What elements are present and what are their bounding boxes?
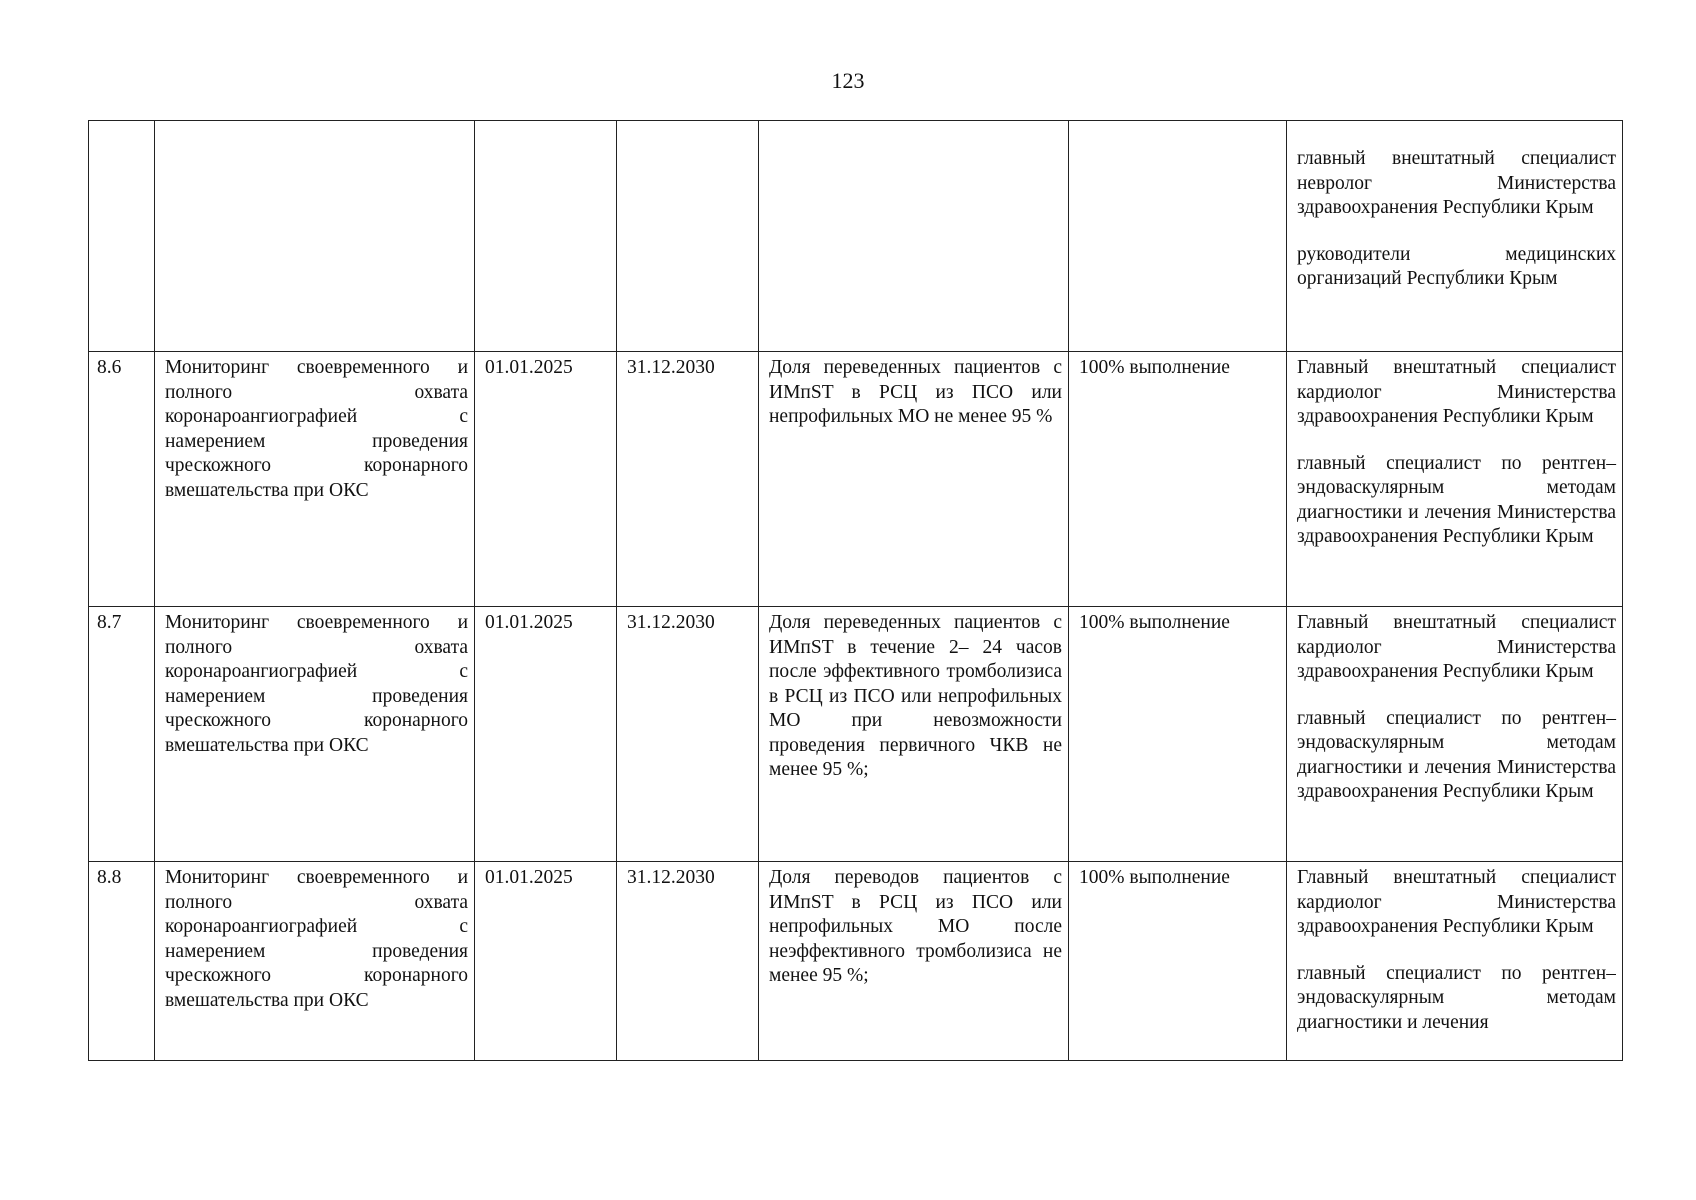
measure-cell: Мониторинг своевременного и полного охвата коронароангиографией с намерением проведения чрескожного коронарного вмешательства при ОКС [155, 607, 475, 862]
responsible-text: Главный внештатный специалист кардиолог Министерства здравоохранения Республики Крым [1297, 357, 1616, 428]
table-row [89, 352, 1623, 607]
responsible-cell [1287, 352, 1623, 607]
responsible-text: главный внештатный специалист невролог Министерства здравоохранения Республики Крым [1297, 148, 1616, 219]
table-row [89, 607, 1623, 862]
indicator-cell: Доля переведенных пациентов с ИМпST в течение 2– 24 часов после эффективного тромболизиса в РСЦ из ПСО или непрофильных МО при невозможности проведения первичного ЧКВ не менее 95 %; [759, 607, 1069, 862]
table-row [89, 862, 1623, 1061]
responsible-text: главный специалист по рентген–эндоваскулярным методам диагностики и лечения Министерства здравоохранения Республики Крым [1297, 707, 1616, 803]
end-date-cell: 31.12.2030 [617, 607, 759, 862]
result-cell: 100% выполнение [1069, 352, 1287, 607]
result-cell: 100% выполнение [1069, 862, 1287, 1061]
table-row [89, 121, 1623, 352]
responsible-text: Главный внештатный специалист кардиолог Министерства здравоохранения Республики Крым [1297, 867, 1616, 938]
responsible-text: главный специалист по рентген–эндоваскулярным методам диагностики и лечения Министерства здравоохранения Республики Крым [1297, 452, 1616, 548]
measure-cell [155, 121, 475, 352]
result-cell [1069, 121, 1287, 352]
measure-cell: Мониторинг своевременного и полного охвата коронароангиографией с намерением проведения чрескожного коронарного вмешательства при ОКС [155, 862, 475, 1061]
end-date-cell: 31.12.2030 [617, 862, 759, 1061]
start-date-cell: 01.01.2025 [475, 862, 617, 1061]
activities-table [88, 120, 1623, 1061]
result-cell: 100% выполнение [1069, 607, 1287, 862]
end-date-cell: 31.12.2030 [617, 352, 759, 607]
responsible-text: главный специалист по рентген–эндоваскулярным методам диагностики и лечения [1297, 962, 1616, 1033]
measure-cell: Мониторинг своевременного и полного охвата коронароангиографией с намерением проведения чрескожного коронарного вмешательства при ОКС [155, 352, 475, 607]
responsible-cell [1287, 862, 1623, 1061]
end-date-cell [617, 121, 759, 352]
row-number [89, 121, 155, 352]
responsible-cell [1287, 607, 1623, 862]
start-date-cell: 01.01.2025 [475, 607, 617, 862]
start-date-cell: 01.01.2025 [475, 352, 617, 607]
indicator-cell: Доля переведенных пациентов с ИМпST в РСЦ из ПСО или непрофильных МО не менее 95 % [759, 352, 1069, 607]
row-number: 8.8 [89, 862, 155, 1061]
indicator-cell [759, 121, 1069, 352]
row-number: 8.7 [89, 607, 155, 862]
responsible-text: руководители медицинских организаций Республики Крым [1297, 243, 1616, 290]
start-date-cell [475, 121, 617, 352]
row-number: 8.6 [89, 352, 155, 607]
page-number: 123 [831, 68, 865, 93]
responsible-cell [1287, 121, 1623, 352]
indicator-cell: Доля переводов пациентов с ИМпST в РСЦ из ПСО или непрофильных МО после неэффективного тромболизиса не менее 95 %; [759, 862, 1069, 1061]
responsible-text: Главный внештатный специалист кардиолог Министерства здравоохранения Республики Крым [1297, 612, 1616, 683]
